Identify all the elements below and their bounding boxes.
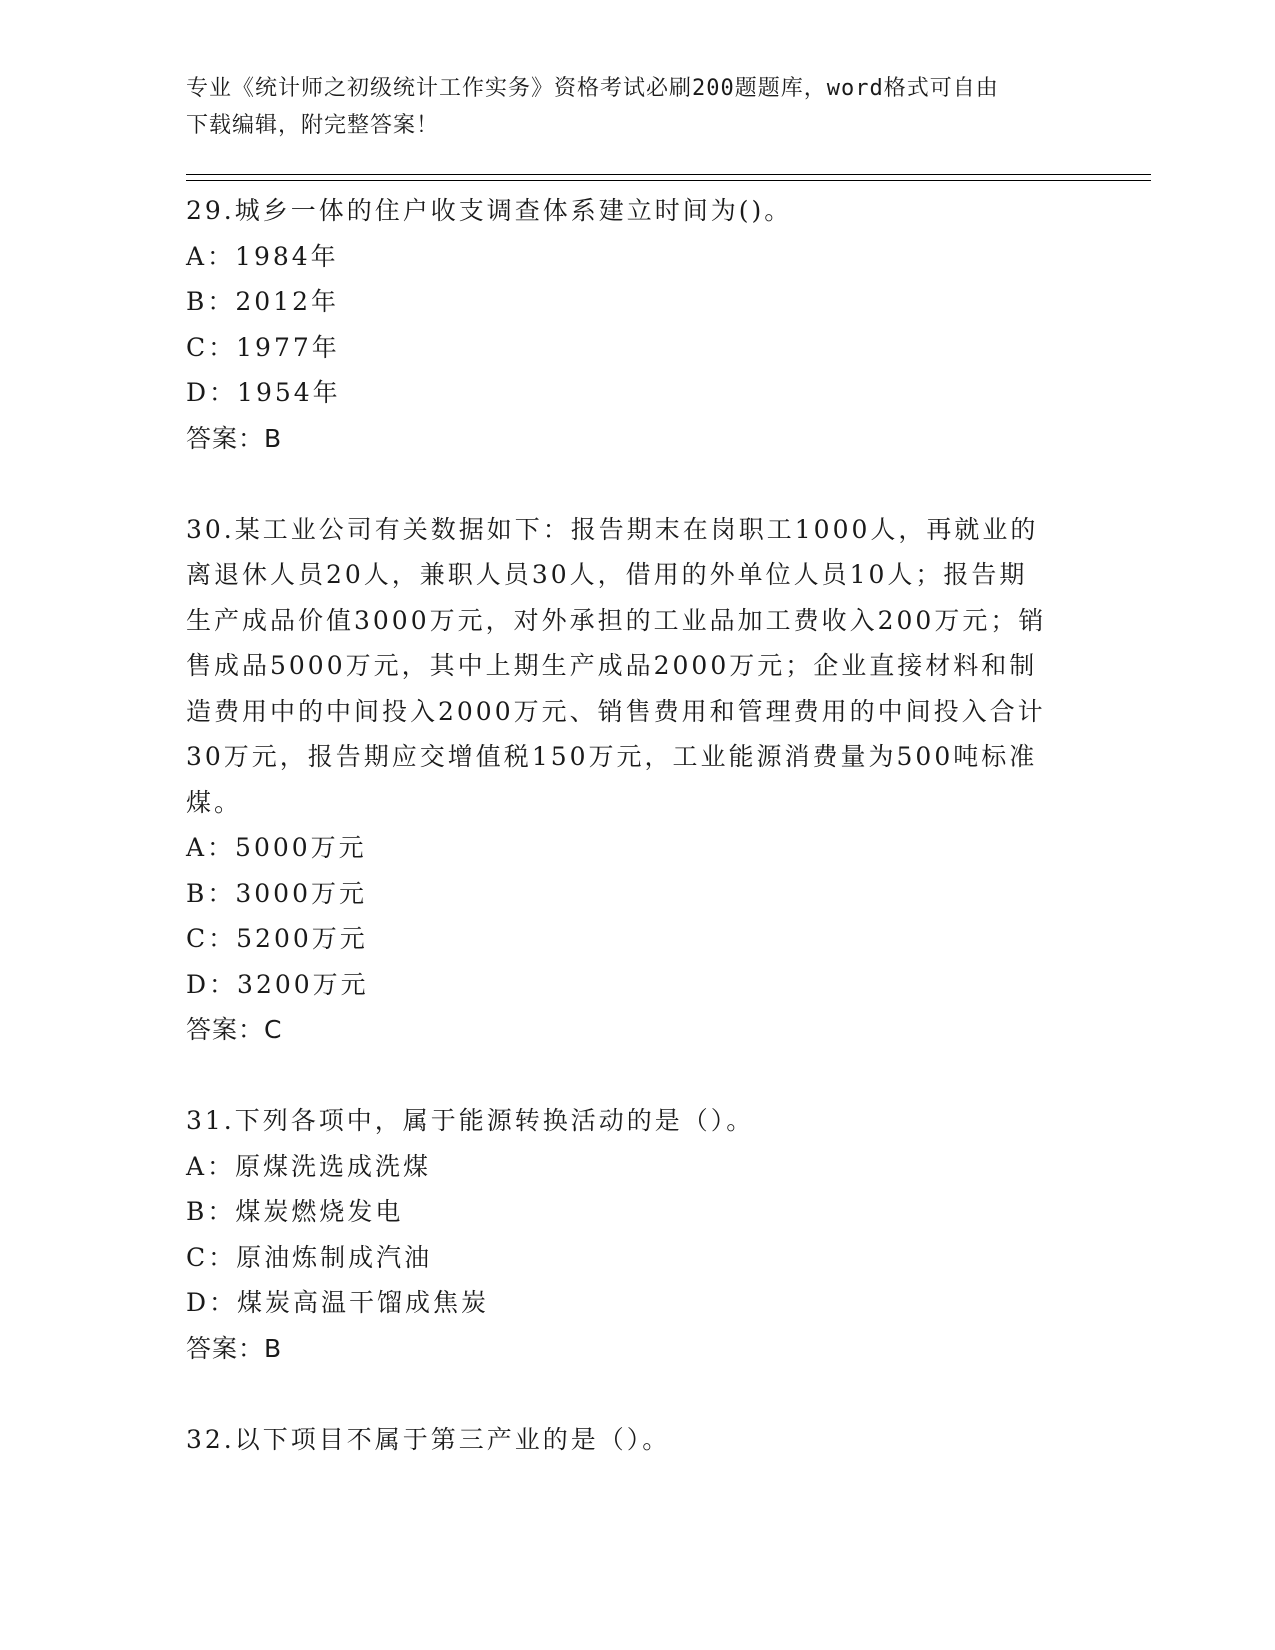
question-32 [186, 1417, 1086, 1463]
question-stem-line-3: 生产成品价值3000万元，对外承担的工业品加工费收入200万元；销 [186, 605, 1047, 635]
option-d: D：3200万元 [186, 969, 369, 999]
question-29 [186, 188, 1086, 461]
document-header [186, 70, 1066, 144]
option-a: A：5000万元 [186, 833, 367, 862]
question-list [186, 188, 1086, 1462]
question-stem: 32.以下项目不属于第三产业的是（）。 [186, 1424, 671, 1454]
spacer [186, 1371, 1086, 1417]
option-a: A：原煤洗选成洗煤 [186, 1151, 432, 1181]
question-stem-line-2: 离退休人员20人，兼职人员30人，借用的外单位人员10人；报告期 [186, 560, 1028, 589]
option-d: D：煤炭高温干馏成焦炭 [186, 1288, 490, 1317]
question-stem-line-1: 30.某工业公司有关数据如下：报告期末在岗职工1000人，再就业的 [186, 514, 1039, 544]
header-rule-top [186, 174, 1151, 175]
option-d: D：1954年 [186, 378, 341, 407]
answer-label: 答案：B [186, 423, 283, 453]
question-stem-line-7: 煤。 [186, 787, 243, 817]
option-a: A：1984年 [186, 241, 339, 271]
question-stem-line-6: 30万元，报告期应交增值税150万元，工业能源消费量为500吨标准 [186, 742, 1038, 771]
answer-label: 答案：C [186, 1015, 283, 1044]
header-line-2: 下载编辑，附完整答案！ [186, 113, 440, 138]
question-stem-line-5: 造费用中的中间投入2000万元、销售费用和管理费用的中间投入合计 [186, 696, 1046, 726]
question-stem-line-4: 售成品5000万元，其中上期生产成品2000万元；企业直接材料和制 [186, 651, 1038, 680]
option-b: B：3000万元 [186, 878, 367, 908]
header-rule-bottom [186, 180, 1151, 181]
option-b: B：2012年 [186, 287, 339, 316]
spacer [186, 461, 1086, 507]
spacer [186, 1053, 1086, 1099]
question-31 [186, 1098, 1086, 1371]
option-c: C：原油炼制成汽油 [186, 1242, 433, 1272]
question-stem: 29.城乡一体的住户收支调查体系建立时间为()。 [186, 196, 793, 225]
option-c: C：1977年 [186, 332, 340, 362]
question-30 [186, 507, 1086, 1053]
header-line-1: 专业《统计师之初级统计工作实务》资格考试必刷200题题库，word格式可自由 [186, 76, 999, 101]
option-b: B：煤炭燃烧发电 [186, 1197, 404, 1226]
option-c: C：5200万元 [186, 924, 368, 953]
question-stem: 31.下列各项中，属于能源转换活动的是（）。 [186, 1106, 755, 1135]
answer-label: 答案：B [186, 1333, 283, 1363]
